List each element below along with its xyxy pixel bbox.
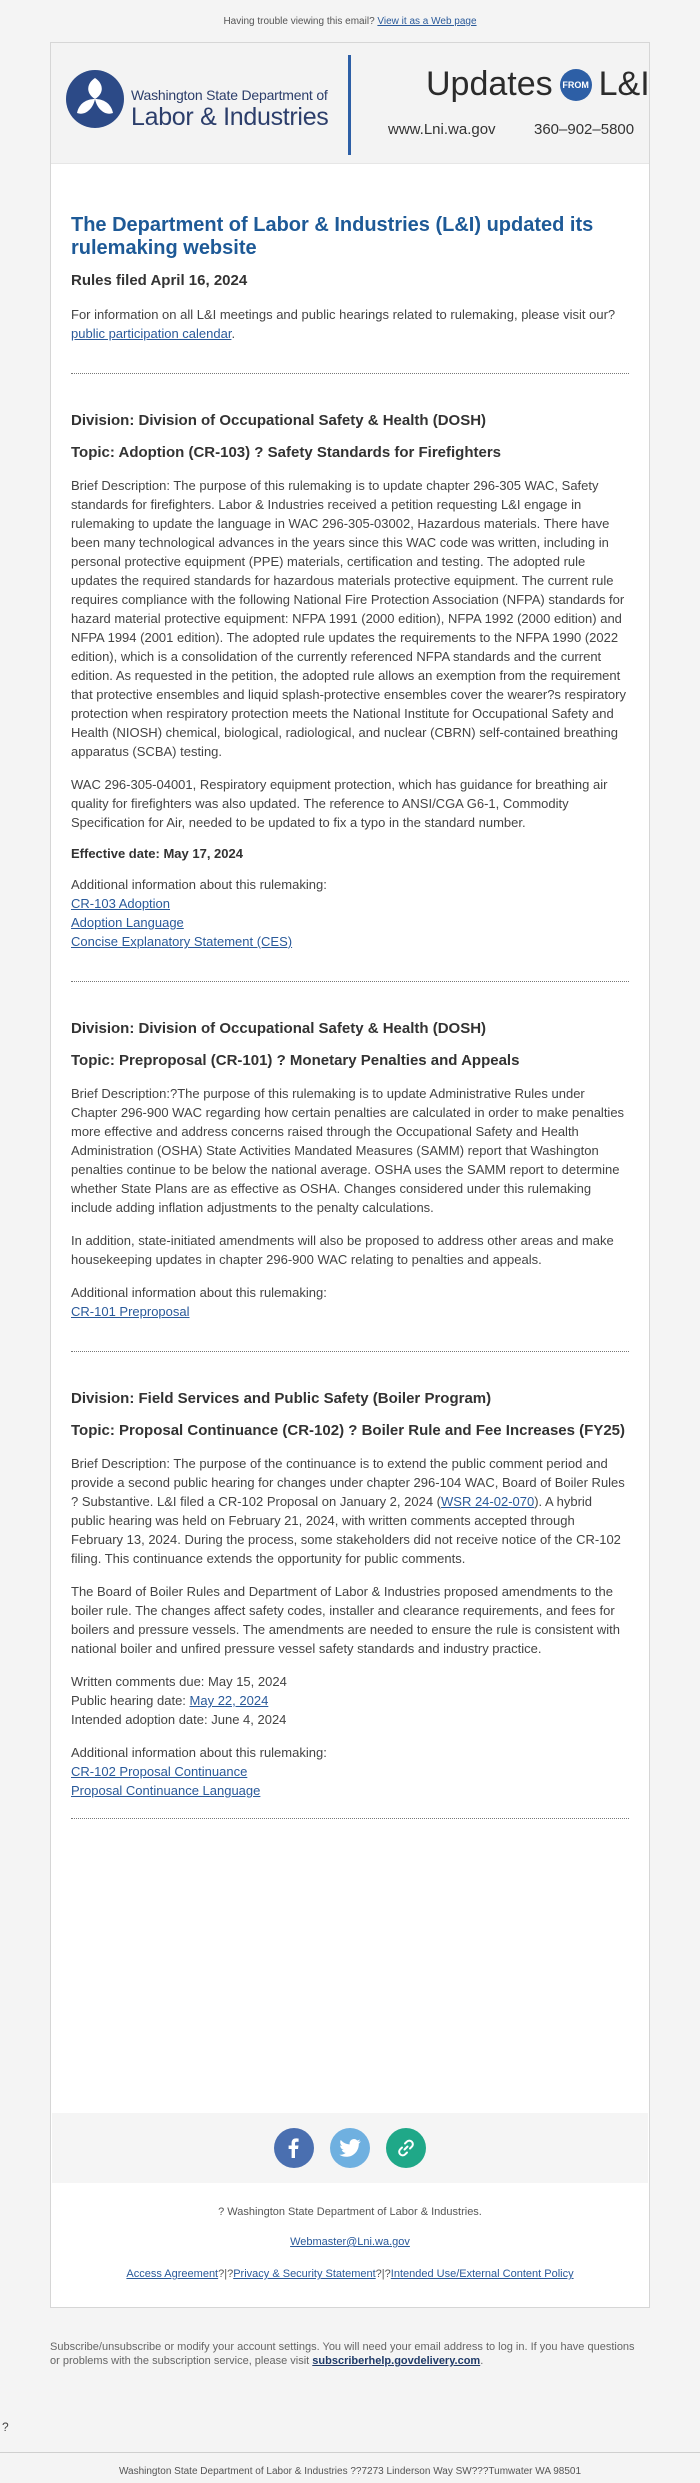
concise-explanatory-statement-link[interactable]: Concise Explanatory Statement (CES) bbox=[71, 934, 293, 949]
effective-date: Effective date: May 17, 2024 bbox=[71, 846, 243, 861]
footer-copyright: ? Washington State Department of Labor & Industries. bbox=[218, 2206, 482, 2218]
webmaster-email-link[interactable]: Webmaster@Lni.wa.gov bbox=[290, 2236, 410, 2248]
section-paragraph: The Board of Boiler Rules and Department of Labor & Industries proposed amendments to the boiler rule. The changes affect safety codes, installer and clearance requirements, and fees for boilers and pressure vessels. The amendments are needed to ensure the rule is consistent with national boiler and unfired pressure vessel safety standards and industry practice. bbox=[71, 1584, 620, 1656]
section-division: Division: Division of Occupational Safety & Health (DOSH) bbox=[71, 1020, 487, 1037]
li-word: L&I bbox=[598, 65, 650, 103]
description-text-end: ). A hybrid public hearing was held on February 21, 2024, with written comments accepted through February 13, 2024. During the process, some stakeholders did not receive notice of the CR-102 filing. This continuance extends the opportunity for public comments. bbox=[71, 1494, 621, 1566]
key-dates bbox=[71, 1672, 629, 1729]
section-divider bbox=[71, 981, 629, 982]
intro-paragraph bbox=[71, 305, 629, 343]
share-link-button[interactable] bbox=[386, 2128, 426, 2168]
email-card bbox=[50, 42, 650, 2308]
section-description: Brief Description:?The purpose of this rulemaking is to update Administrative Rules under Chapter 296-900 WAC regarding how certain penalties are calculated in order to make penalties more effective and address concerns raised through the Occupational Safety and Health Administration (OSHA) State Activities Mandated Measures (SAMM) report that Washington penalties continue to be below the national average. OSHA uses the SAMM report to determine whether State Plans are as effective as OSHA. Changes considered under this rulemaking include adding inflation adjustments to the penalty calculations. bbox=[71, 1086, 625, 1215]
description-text: Brief Description: The purpose of the continuance is to extend the public comment period and provide a second public hearing for changes under chapter 296-104 WAC, Board of Boiler Rules ? Substantive. L&I filed a CR-102 Proposal on January 2, 2024 ( bbox=[71, 1456, 625, 1509]
cr-103-adoption-link[interactable]: CR-103 Adoption bbox=[71, 896, 171, 911]
footer-email bbox=[51, 2236, 649, 2248]
footer-separator: ?|? bbox=[375, 2268, 391, 2280]
footer-links bbox=[51, 2268, 649, 2280]
intro-text: For information on all L&I meetings and public hearings related to rulemaking, please visit our? bbox=[71, 307, 616, 322]
section-division: Division: Division of Occupational Safety & Health (DOSH) bbox=[71, 412, 487, 429]
updates-word: Updates bbox=[426, 65, 553, 103]
preheader bbox=[0, 0, 700, 26]
masthead-phone: 360–902–5800 bbox=[534, 121, 635, 138]
additional-info bbox=[71, 1283, 629, 1321]
access-agreement-link[interactable]: Access Agreement bbox=[126, 2268, 219, 2280]
intended-use-link[interactable]: Intended Use/External Content Policy bbox=[390, 2268, 574, 2280]
subscription-text-end: . bbox=[480, 2355, 484, 2367]
updates-title bbox=[426, 65, 650, 104]
subscriber-help-link[interactable]: subscriberhelp.govdelivery.com bbox=[312, 2355, 481, 2367]
section-divider bbox=[71, 1818, 629, 1819]
section-divider bbox=[71, 1351, 629, 1352]
section-topic: Topic: Proposal Continuance (CR-102) ? Boiler Rule and Fee Increases (FY25) bbox=[71, 1422, 626, 1439]
adoption-language-link[interactable]: Adoption Language bbox=[71, 915, 184, 930]
masthead-divider bbox=[348, 55, 351, 155]
cr-102-proposal-continuance-link[interactable]: CR-102 Proposal Continuance bbox=[71, 1764, 248, 1779]
additional-info-label: Additional information about this rulemaking: bbox=[71, 877, 327, 892]
facebook-button[interactable] bbox=[274, 2128, 314, 2168]
email-content bbox=[51, 214, 649, 1819]
section-topic: Topic: Preproposal (CR-101) ? Monetary Penalties and Appeals bbox=[71, 1052, 520, 1069]
public-hearing-date-link[interactable]: May 22, 2024 bbox=[189, 1693, 269, 1708]
intro-text-end: . bbox=[231, 326, 236, 341]
rules-filed-date: Rules filed April 16, 2024 bbox=[71, 272, 248, 289]
footer-rule bbox=[0, 2452, 700, 2453]
link-icon bbox=[396, 2138, 416, 2158]
page-title: The Department of Labor & Industries (L&I) updated its rulemaking website bbox=[71, 214, 594, 259]
section-description bbox=[71, 1454, 629, 1568]
section-topic: Topic: Adoption (CR-103) ? Safety Standards for Firefighters bbox=[71, 444, 502, 461]
facebook-icon bbox=[285, 2138, 303, 2158]
section-paragraph: WAC 296-305-04001, Respiratory equipment protection, which has guidance for breathing air quality for firefighters was also updated. The reference to ANSI/CGA G6-1, Commodity Specification for Air, needed to be updated to fix a typo in the standard number. bbox=[71, 777, 608, 830]
additional-info bbox=[71, 875, 629, 951]
additional-info bbox=[71, 1743, 629, 1800]
stray-character: ? bbox=[2, 2420, 9, 2434]
subscription-text: Subscribe/unsubscribe or modify your account settings. You will need your email address to log in. If you have questions or problems with the subscription service, please visit bbox=[50, 2341, 635, 2367]
section-division: Division: Field Services and Public Safety (Boiler Program) bbox=[71, 1390, 492, 1407]
public-hearing-label: Public hearing date: bbox=[71, 1693, 190, 1708]
privacy-security-link[interactable]: Privacy & Security Statement bbox=[233, 2268, 376, 2280]
postal-address: Washington State Department of Labor & Industries ??7273 Linderson Way SW???Tumwater WA 98501 bbox=[118, 2466, 582, 2477]
intended-adoption-date: Intended adoption date: June 4, 2024 bbox=[71, 1712, 287, 1727]
preheader-text: Having trouble viewing this email? bbox=[223, 16, 375, 27]
subscription-notice bbox=[50, 2340, 640, 2368]
public-hearing-date bbox=[71, 1691, 629, 1710]
cr-101-preproposal-link[interactable]: CR-101 Preproposal bbox=[71, 1304, 190, 1319]
twitter-icon bbox=[339, 2139, 361, 2157]
footer-separator: ?|? bbox=[218, 2268, 234, 2280]
section-paragraph: In addition, state-initiated amendments will also be proposed to address other areas and make housekeeping updates in chapter 296-900 WAC relating to penalties and appeals. bbox=[71, 1233, 614, 1267]
section-divider bbox=[71, 373, 629, 374]
public-participation-calendar-link[interactable]: public participation calendar bbox=[71, 326, 232, 341]
from-badge: FROM bbox=[560, 69, 592, 101]
section-description: Brief Description: The purpose of this rulemaking is to update chapter 296-305 WAC, Safety standards for firefighters. Labor & Industries received a petition requesting L&I engage in rulemaking to update the language in WAC 296-305-03002, Hazardous materials. There have been many technological advances in the years since this WAC code was written, including in personal protective equipment (PPE) materials, certification and testing. The adopted rule updates the required standards for hazardous materials protective equipment. The current rule requires compliance with the following National Fire Protection Association (NFPA) standards for hazard material protective equipment: NFPA 1991 (2000 edition), NFPA 1992 (2000 edition) and NFPA 1994 (2001 edition). The adopted rule updates the requirements to the NFPA 1990 (2022 edition), which is a consolidation of the currently referenced NFPA standards and the current edition. As requested in the petition, the adopted rule allows an exemption from the requirement that protective ensembles and liquid splash-protective ensembles cover the wearer?s respiratory protection when respiratory protection meets the National Institute for Occupational Safety and Health (NIOSH) chemical, biological, radiological, and nuclear (CBRN) self-contained breathing apparatus (SCBA) testing. bbox=[71, 478, 626, 759]
wsr-link[interactable]: WSR 24-02-070 bbox=[441, 1494, 535, 1509]
social-bar bbox=[52, 2113, 648, 2183]
proposal-continuance-language-link[interactable]: Proposal Continuance Language bbox=[71, 1783, 261, 1798]
masthead bbox=[51, 43, 649, 164]
additional-info-label: Additional information about this rulemaking: bbox=[71, 1745, 327, 1760]
written-comments-due: Written comments due: May 15, 2024 bbox=[71, 1674, 287, 1689]
lni-logo-icon bbox=[65, 69, 125, 129]
agency-name-big: Labor & Industries bbox=[131, 103, 329, 131]
additional-info-label: Additional information about this rulemaking: bbox=[71, 1285, 327, 1300]
twitter-button[interactable] bbox=[330, 2128, 370, 2168]
masthead-website: www.Lni.wa.gov bbox=[388, 121, 496, 138]
agency-name-small: Washington State Department of bbox=[131, 87, 328, 103]
view-web-page-link[interactable]: View it as a Web page bbox=[377, 16, 477, 27]
